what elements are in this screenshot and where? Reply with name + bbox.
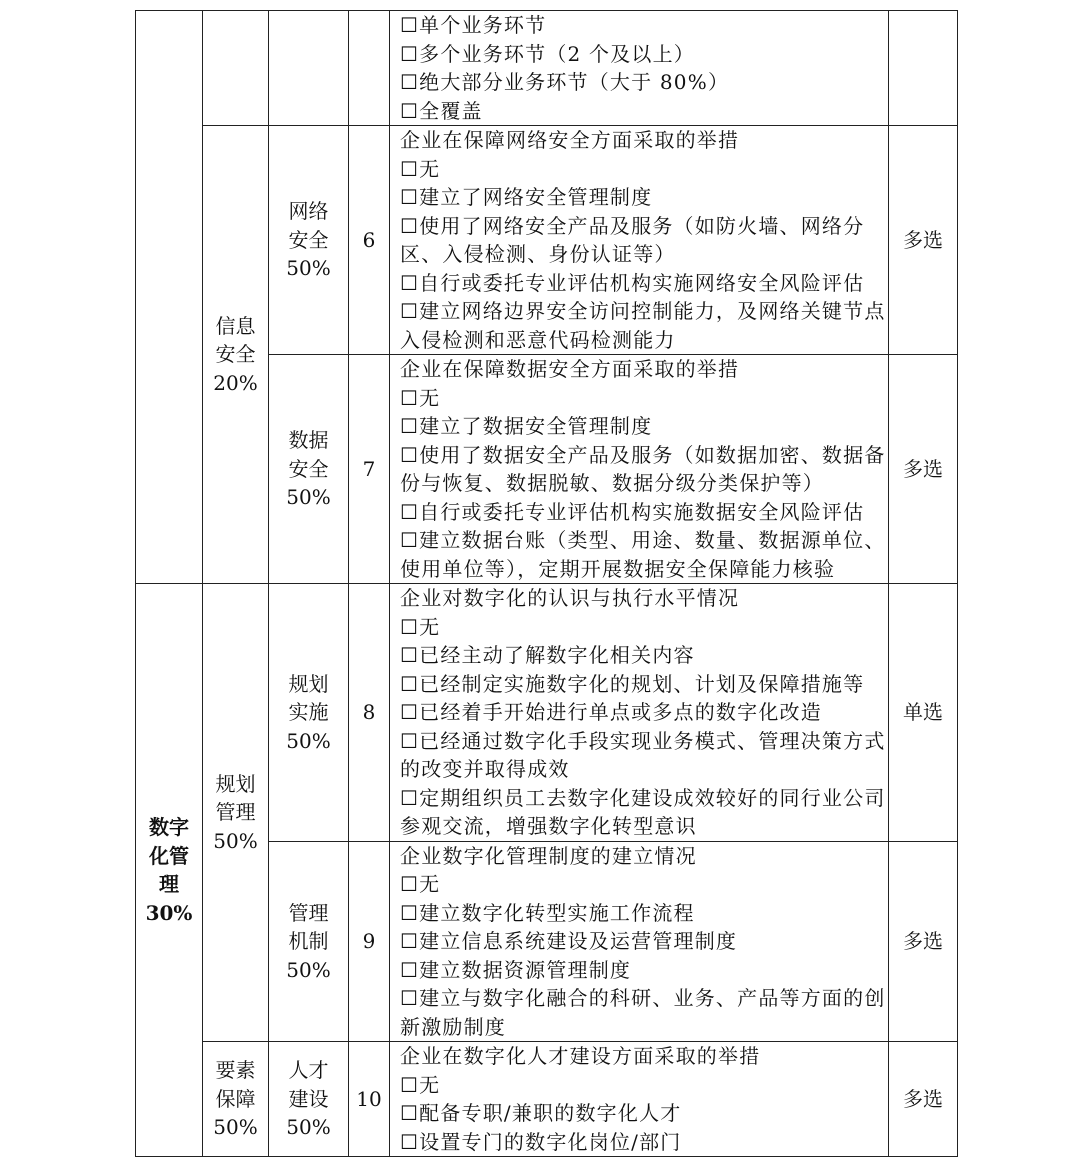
option-line: ☐设置专门的数字化岗位/部门 xyxy=(400,1129,682,1154)
option-line: ☐单个业务环节 xyxy=(400,13,547,37)
option-line: ☐已经通过数字化手段实现业务模式、管理决策方式的改变并取得成效 xyxy=(400,728,886,781)
item-number: 9 xyxy=(349,841,390,1042)
table-row xyxy=(136,584,958,842)
type-cell xyxy=(889,11,958,126)
item-weight: 50% xyxy=(286,256,331,281)
option-line: ☐已经制定实施数字化的规划、计划及保障措施等 xyxy=(400,671,865,696)
option-line: ☐使用了数据安全产品及服务（如数据加密、数据备份与恢复、数据脱敏、数据分级分类保护等） xyxy=(400,442,886,495)
category-info-security xyxy=(203,126,269,584)
category-label: 要素 xyxy=(215,1058,256,1083)
selection-type: 多选 xyxy=(889,1042,958,1157)
item-label: 数据 xyxy=(288,428,329,453)
item-number: 7 xyxy=(349,355,390,584)
item-network-security xyxy=(269,126,349,355)
option-line: ☐建立与数字化融合的科研、业务、产品等方面的创新激励制度 xyxy=(400,986,886,1039)
selection-type: 多选 xyxy=(889,841,958,1042)
selection-type: 多选 xyxy=(889,355,958,584)
number-cell xyxy=(349,11,390,126)
category-cell-top xyxy=(136,11,203,584)
question-text: 企业在数字化人才建设方面采取的举措 xyxy=(400,1044,761,1068)
item-label: 管理 xyxy=(288,900,329,925)
option-line: ☐定期组织员工去数字化建设成效较好的同行业公司参观交流，增强数字化转型意识 xyxy=(400,785,886,838)
table-row xyxy=(136,11,958,126)
item-label: 机制 xyxy=(288,929,329,953)
option-line: ☐使用了网络安全产品及服务（如防火墙、网络分区、入侵检测、身份认证等） xyxy=(400,213,865,266)
option-line: ☐自行或委托专业评估机构实施网络安全风险评估 xyxy=(400,270,865,295)
option-line: ☐绝大部分业务环节（大于 80%） xyxy=(400,70,730,94)
option-line: ☐已经主动了解数字化相关内容 xyxy=(400,643,695,667)
option-line: ☐自行或委托专业评估机构实施数据安全风险评估 xyxy=(400,499,865,524)
evaluation-table-wrapper xyxy=(135,10,957,1157)
category-label: 规划 xyxy=(215,771,256,796)
option-line: ☐无 xyxy=(400,156,441,181)
item-weight: 50% xyxy=(286,1115,331,1140)
option-line: ☐无 xyxy=(400,1072,441,1097)
item-plan-implementation xyxy=(269,584,349,842)
option-line: ☐建立了数据安全管理制度 xyxy=(400,414,653,438)
item-number: 6 xyxy=(349,126,390,355)
category-weight: 20% xyxy=(213,370,258,395)
category-label: 保障 xyxy=(215,1086,256,1111)
table-row xyxy=(136,1042,958,1157)
question-text: 企业在保障网络安全方面采取的举措 xyxy=(400,128,740,152)
category-weight: 50% xyxy=(213,1115,258,1140)
item-weight: 50% xyxy=(286,485,331,510)
item-label: 规划 xyxy=(288,671,329,696)
option-line: ☐建立数据资源管理制度 xyxy=(400,957,632,982)
item-label: 实施 xyxy=(288,700,329,724)
main-category-label: 数字 xyxy=(149,815,189,839)
option-line: ☐建立网络边界安全访问控制能力，及网络关键节点入侵检测和恶意代码检测能力 xyxy=(400,299,886,352)
option-line: ☐全覆盖 xyxy=(400,98,483,123)
item-cell xyxy=(269,11,349,126)
main-category-weight: 30% xyxy=(145,900,193,925)
evaluation-table xyxy=(135,10,958,1157)
main-category-digital-management xyxy=(136,584,203,1157)
item-talent-building xyxy=(269,1042,349,1157)
category-plan-management xyxy=(203,584,269,1042)
category-label: 管理 xyxy=(215,800,256,825)
item-weight: 50% xyxy=(286,728,331,753)
category-element-guarantee xyxy=(203,1042,269,1157)
options-cell xyxy=(390,126,889,355)
option-line: ☐建立了网络安全管理制度 xyxy=(400,185,653,209)
option-line: ☐无 xyxy=(400,872,441,896)
option-line: ☐建立数据台账（类型、用途、数量、数据源单位、使用单位等），定期开展数据安全保障能力核验 xyxy=(400,528,886,581)
options-cell xyxy=(390,1042,889,1157)
option-line: ☐已经着手开始进行单点或多点的数字化改造 xyxy=(400,700,822,724)
selection-type: 多选 xyxy=(889,126,958,355)
question-text: 企业数字化管理制度的建立情况 xyxy=(400,843,697,868)
category-weight: 50% xyxy=(213,828,258,853)
subcategory-cell xyxy=(203,11,269,126)
question-text: 企业在保障数据安全方面采取的举措 xyxy=(400,357,740,381)
item-label: 网络 xyxy=(288,199,329,224)
item-label: 安全 xyxy=(288,456,329,481)
question-text: 企业对数字化的认识与执行水平情况 xyxy=(400,586,740,610)
option-line: ☐无 xyxy=(400,614,441,639)
item-management-mechanism xyxy=(269,841,349,1042)
selection-type: 单选 xyxy=(889,584,958,842)
item-weight: 50% xyxy=(286,957,331,982)
main-category-label: 理 xyxy=(159,872,179,896)
option-line: ☐建立信息系统建设及运营管理制度 xyxy=(400,929,738,953)
options-cell xyxy=(390,841,889,1042)
item-label: 建设 xyxy=(288,1086,329,1111)
option-line: ☐配备专职/兼职的数字化人才 xyxy=(400,1101,682,1125)
item-label: 安全 xyxy=(288,227,329,252)
options-cell xyxy=(390,584,889,842)
option-line: ☐无 xyxy=(400,385,441,410)
item-number: 10 xyxy=(349,1042,390,1157)
category-label: 信息 xyxy=(215,313,256,338)
table-row xyxy=(136,126,958,355)
item-label: 人才 xyxy=(288,1058,329,1083)
item-data-security xyxy=(269,355,349,584)
main-category-label: 化管 xyxy=(149,843,189,868)
option-line: ☐建立数字化转型实施工作流程 xyxy=(400,900,695,925)
category-label: 安全 xyxy=(215,342,256,367)
item-number: 8 xyxy=(349,584,390,842)
option-line: ☐多个业务环节（2 个及以上） xyxy=(400,41,696,66)
options-cell xyxy=(390,11,889,126)
options-cell xyxy=(390,355,889,584)
